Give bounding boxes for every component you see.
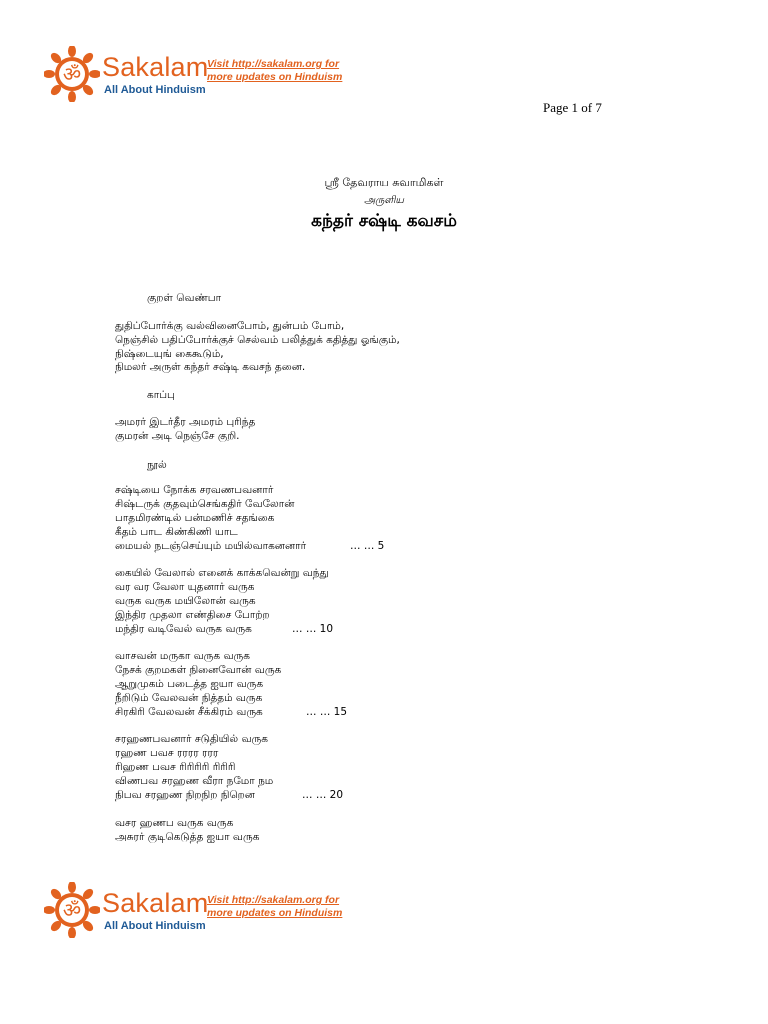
verse-line: வர வர வேலா யுதனார் வருக [115,581,255,593]
footer-logo-block [44,882,344,942]
visit-link-line2[interactable]: more updates on Hinduism [207,907,343,919]
verse-line: நிபவ சரஹண நிறநிற நிறென [115,789,255,801]
verse-line: விணபவ சரஹண வீரா நமோ நம [115,775,274,787]
visit-link[interactable] [207,58,357,84]
kural-line: துதிப்போர்க்கு வல்வினைபோம், துன்பம் போம், [115,320,345,332]
kaappu-heading: காப்பு [147,389,175,401]
verse-number: … … 5 [350,540,385,552]
verse-line: மையல் நடஞ்செய்யும் மயில்வாகனனார் [115,540,307,552]
page-title: கந்தர் சஷ்டி கவசம் [311,211,457,231]
verse-line: கீதம் பாட கிண்கிணி யாட [115,526,238,538]
verse-line: அசுரர் குடிகெடுத்த ஐயா வருக [115,831,260,843]
verse-line: சிரகிரி வேலவன் சீக்கிரம் வருக [115,706,263,718]
verse-line: நீறிடும் வேலவன் நித்தம் வருக [115,692,263,704]
svg-text:ॐ: ॐ [62,898,82,922]
verse-line: சிஷ்டருக் குதவும்செங்கதிர் வேலோன் [115,498,295,510]
brand-name: Sakalam [102,52,209,82]
verse-line: வசர ஹணப வருக வருக [115,817,234,829]
author-line: ஸ்ரீ தேவராய சுவாமிகள் [324,176,444,189]
header-logo-block [44,46,344,106]
svg-text:ॐ: ॐ [62,62,82,86]
verse-line: சரஹணபவனார் சடுதியில் வருக [115,733,268,745]
verse-line: சஷ்டியை நோக்க சரவணபவனார் [115,484,274,496]
verse-line: இந்திர முதலா எண்திசை போற்ற [115,609,270,621]
brand-name: Sakalam [102,888,209,918]
verse-line: நேசக் குறமகள் நினைவோன் வருக [115,664,282,676]
verse-line: மந்திர வடிவேல் வருக வருக [115,623,252,635]
kural-line: நிமலர் அருள் கந்தர் சஷ்டி கவசந் தனை. [115,361,306,373]
verse-line: ஆறுமுகம் படைத்த ஐயா வருக [115,678,264,690]
verse-line: கையில் வேலால் எனைக் காக்கவென்று வந்து [115,567,329,579]
brand-tagline: All About Hinduism [104,84,206,96]
verse-line: வாசவன் மருகா வருக வருக [115,650,250,662]
om-seal-icon [44,882,100,938]
verse-number: … … 20 [302,789,344,801]
verse-line: வருக வருக மயிலோன் வருக [115,595,256,607]
brand-tagline: All About Hinduism [104,920,206,932]
visit-link-line2[interactable]: more updates on Hinduism [207,71,343,83]
visit-link-line1[interactable]: Visit http://sakalam.org for [207,58,340,70]
om-seal-icon [44,46,100,102]
verse-number: … … 15 [306,706,348,718]
kural-line: நெஞ்சில் பதிப்போர்க்குச் செல்வம் பலித்துக் கதித்து ஓங்கும், [115,334,400,346]
verse-line: பாதமிரண்டில் பன்மணிச் சதங்கை [115,512,275,524]
visit-link[interactable] [207,894,357,920]
kaappu-line: அமரர் இடர்தீர அமரம் புரிந்த [115,416,256,428]
nool-heading: நூல் [147,459,167,471]
kaappu-line: குமரன் அடி நெஞ்சே குறி. [115,430,240,442]
verse-line: ரிஹண பவச ரிரிரிரி ரிரிரி [115,761,236,773]
verse-line: ரஹண பவச ரரரர ரரர [115,747,219,759]
kural-line: நிஷ்டையுங் கைகூடும், [115,348,224,360]
verse-number: … … 10 [292,623,334,635]
page-number: Page 1 of 7 [543,100,602,115]
blessed-line: அருளிய [363,195,404,206]
kural-heading: குறள் வெண்பா [147,292,222,304]
visit-link-line1[interactable]: Visit http://sakalam.org for [207,894,340,906]
